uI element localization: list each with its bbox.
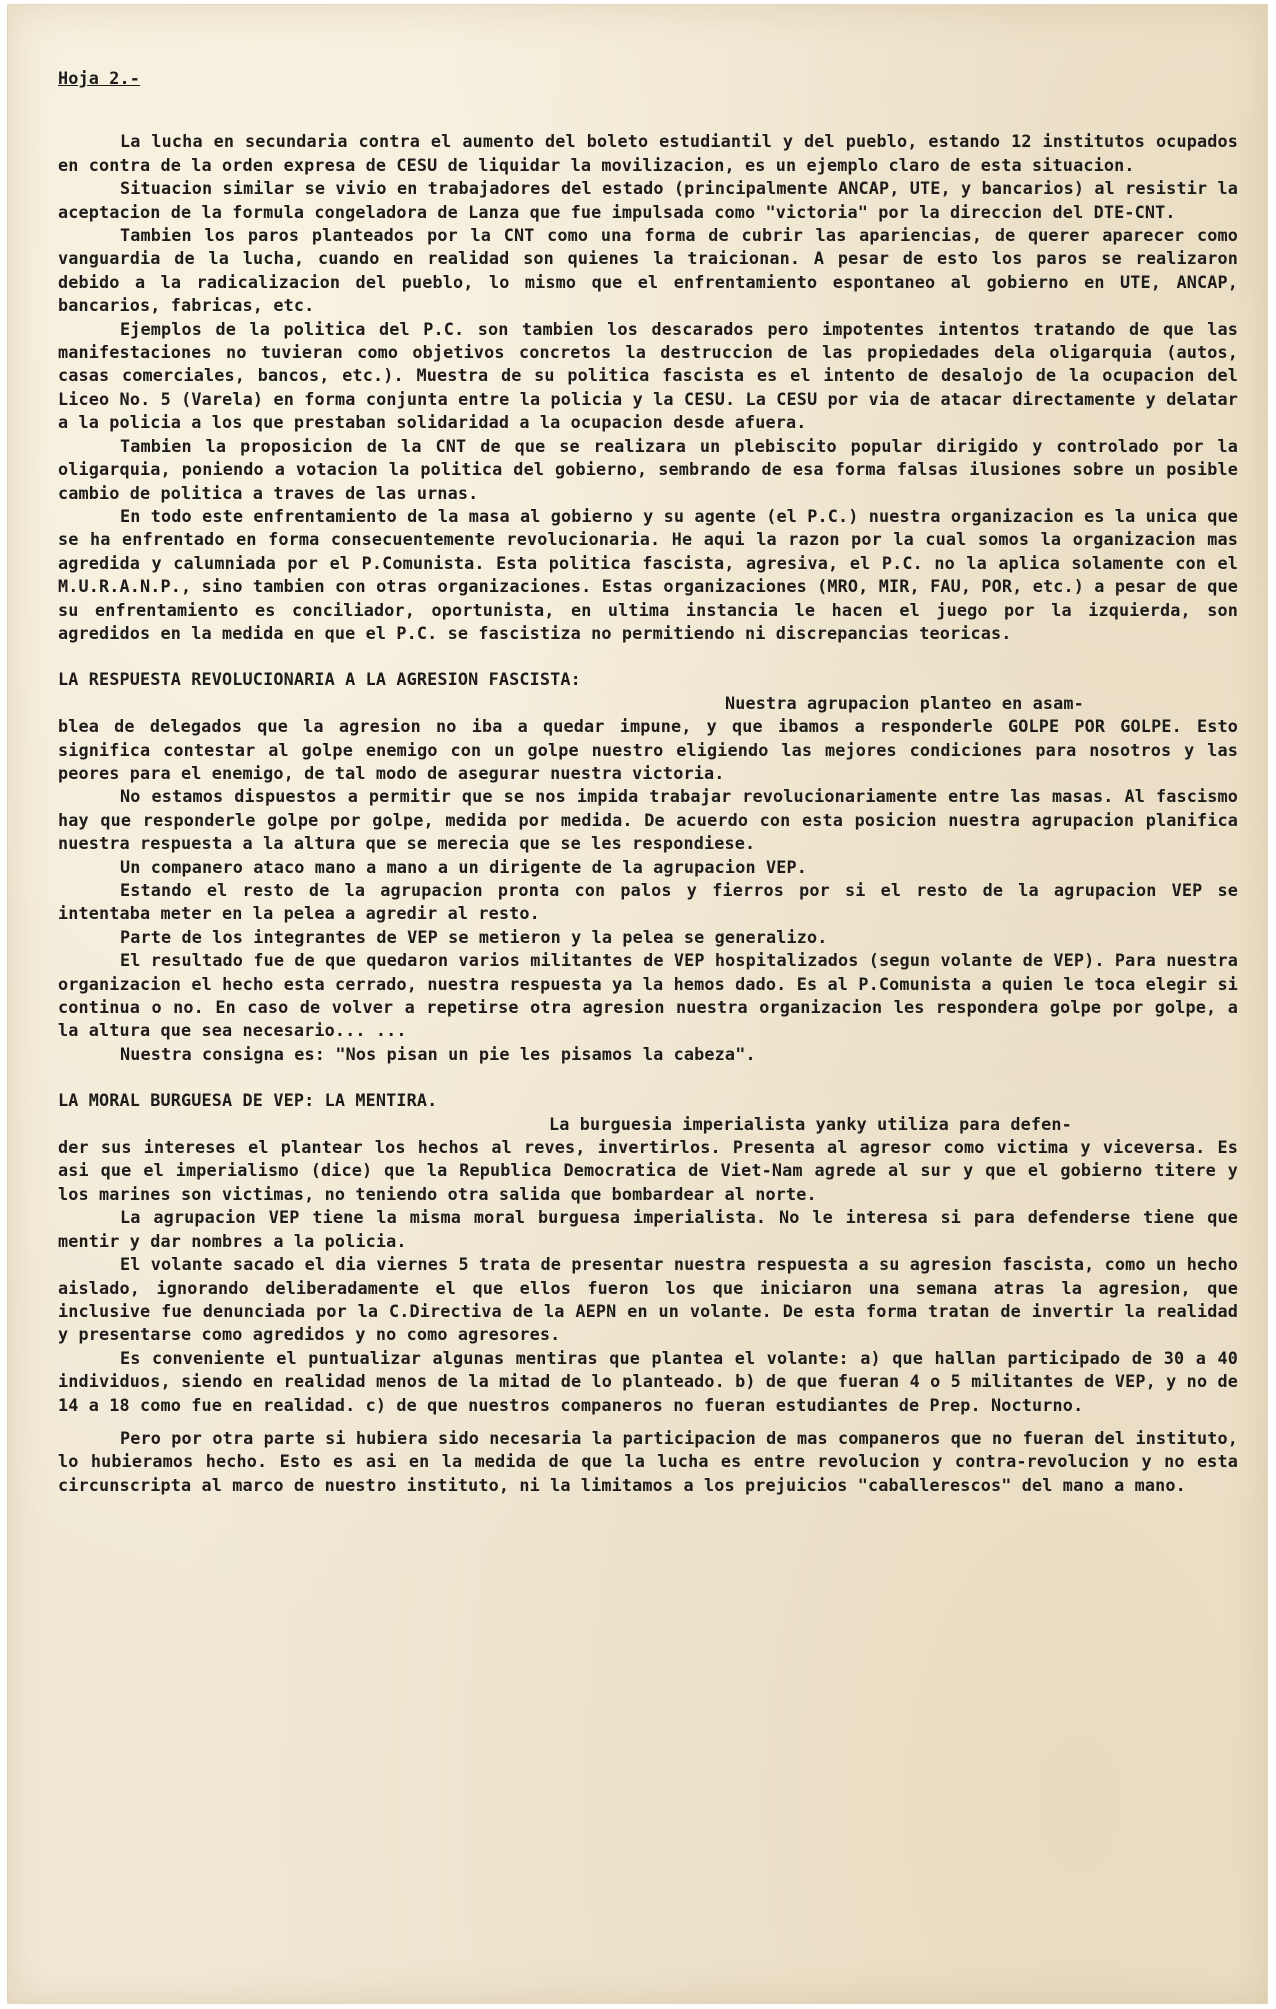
paragraph: La lucha en secundaria contra el aumento del boleto estudiantil y del pueblo, estando 12 institutos ocupados en contra de la orden expresa de CESU de liquidar la movilizacion, es un ejemplo claro de esta situacion. (58, 131, 1238, 175)
paragraph: El resultado fue de que quedaron varios militantes de VEP hospitalizados (segun volante de VEP). Para nuestra organizacion el hecho esta cerrado, nuestra respuesta ya la hemos dado. Es al P.Comunista a quien le toca elegir si continua o no. En caso de volver a repetirse otra agresion nuestra organizacion les respondera golpe por golpe, a la altura que sea necesario... ... (58, 950, 1238, 1041)
paragraph: El volante sacado el dia viernes 5 trata de presentar nuestra respuesta a su agresion fascista, como un hecho aislado, ignorando deliberadamente el que ellos fueron los que iniciaron una semana atras la agresion, que inclusive fue denunciada por la C.Directiva de la AEPN en un volante. De esta forma tratan de invertir la realidad y presentarse como agredidos y no como agresores. (58, 1254, 1238, 1345)
section-lead-line: Nuestra agrupacion planteo en asam- (725, 692, 1084, 713)
section-heading: LA RESPUESTA REVOLUCIONARIA A LA AGRESION FASCISTA: (58, 669, 581, 690)
spacer (58, 645, 1238, 668)
paper-sheet (7, 4, 1268, 2004)
paragraph: Tambien la proposicion de la CNT de que se realizara un plebiscito popular dirigido y controlado por la oligarquia, poniendo a votacion la politica del gobierno, sembrando de esa forma falsas ilusiones sobre un posible cambio de politica a traves de las urnas. (58, 435, 1238, 503)
paragraph: Parte de los integrantes de VEP se metieron y la pelea se generalizo. (120, 926, 828, 947)
slogan-paragraph: Nuestra consigna es: "Nos pisan un pie les pisamos la cabeza". (120, 1043, 756, 1064)
paragraph: blea de delegados que la agresion no iba a quedar impune, y que ibamos a responderle GOLPE POR GOLPE. Esto significa contestar al golpe enemigo con un golpe nuestro eligiendo las mejores condiciones para nosotros y las peores para el enemigo, de tal modo de asegurar nuestra victoria. (58, 716, 1238, 783)
sheet-number: Hoja 2.- (58, 68, 141, 88)
paragraph: Es conveniente el puntualizar algunas mentiras que plantea el volante: a) que hallan participado de 30 a 40 individuos, siendo en realidad menos de la mitad de lo planteado. b) de que fueran 4 o 5 militantes de VEP, y no de 14 a 18 como fue en realidad. c) de que nuestros companeros no fueran estudiantes de Prep. Nocturno. (58, 1347, 1238, 1415)
paragraph: La agrupacion VEP tiene la misma moral burguesa imperialista. No le interesa si para defenderse tiene que mentir y dar nombres a la policia. (58, 1207, 1238, 1251)
paragraph: Situacion similar se vivio en trabajadores del estado (principalmente ANCAP, UTE, y bancarios) al resistir la aceptacion de la formula congeladora de Lanza que fue impulsada como "victoria" por la direccion del DTE-CNT. (58, 178, 1238, 222)
spacer (58, 1417, 1238, 1427)
section-lead-line: La burguesia imperialista yanky utiliza para defen- (549, 1113, 1072, 1134)
typewritten-document (58, 67, 1238, 1497)
paragraph: No estamos dispuestos a permitir que se nos impida trabajar revolucionariamente entre las masas. Al fascismo hay que responderle golpe por golpe, medida por medida. De acuerdo con esta posicion nuestra agrupacion planifica nuestra respuesta a la altura que se merecia que se les respondiese. (58, 786, 1238, 854)
paragraph: Ejemplos de la politica del P.C. son tambien los descarados pero impotentes intentos tratando de que las manifestaciones no tuvieran como objetivos concretos la destruccion de las propiedades dela oligarquia (autos, casas comerciales, bancos, etc.). Muestra de su politica fascista es el intento de desalojo de la ocupacion del Liceo No. 5 (Varela) en forma conjunta entre la policia y la CESU. La CESU por via de atacar directamente y delatar a la policia a los que prestaban solidaridad a la ocupacion desde afuera. (58, 318, 1238, 433)
paragraph: der sus intereses el plantear los hechos al reves, invertirlos. Presenta al agresor como victima y viceversa. Es asi que el imperialismo (dice) que la Republica Democratica de Viet-Nam agrede al sur y que el gobierno titere y los marines son victimas, no teniendo otra salida que bombardear al norte. (58, 1137, 1238, 1204)
paragraph: Tambien los paros planteados por la CNT como una forma de cubrir las apariencias, de querer aparecer como vanguardia de la lucha, cuando en realidad son quienes la traicionan. A pesar de esto los paros se realizaron debido a la radicalizacion del pueblo, lo mismo que el enfrentamiento espontaneo al gobierno en UTE, ANCAP, bancarios, fabricas, etc. (58, 225, 1238, 316)
paragraph: Pero por otra parte si hubiera sido necesaria la participacion de mas companeros que no fueran del instituto, lo hubieramos hecho. Esto es asi en la medida de que la lucha es entre revolucion y contra-revolucion y no esta circunscripta al marco de nuestro instituto, ni la limitamos a los prejuicios "caballerescos" del mano a mano. (58, 1427, 1238, 1495)
spacer (58, 1066, 1238, 1089)
paragraph: Un companero ataco mano a mano a un dirigente de la agrupacion VEP. (120, 856, 807, 877)
paragraph: Estando el resto de la agrupacion pronta con palos y fierros por si el resto de la agrupacion VEP se intentaba meter en la pelea a agredir al resto. (58, 880, 1238, 924)
section-heading: LA MORAL BURGUESA DE VEP: LA MENTIRA. (58, 1090, 438, 1111)
paragraph: En todo este enfrentamiento de la masa al gobierno y su agente (el P.C.) nuestra organizacion es la unica que se ha enfrentado en forma consecuentemente revolucionaria. He aqui la razon por la cual somos la organizacion mas agredida y calumniada por el P.Comunista. Esta politica fascista, agresiva, el P.C. no la aplica solamente con el M.U.R.A.N.P., sino tambien con otras organizaciones. Estas organizaciones (MRO, MIR, FAU, POR, etc.) a pesar de que su enfrentamiento es conciliador, oportunista, en ultima instancia le hacen el juego por la izquierda, son agredidos en la medida en que el P.C. se fascistiza no permitiendo ni discrepancias teoricas. (58, 505, 1238, 643)
